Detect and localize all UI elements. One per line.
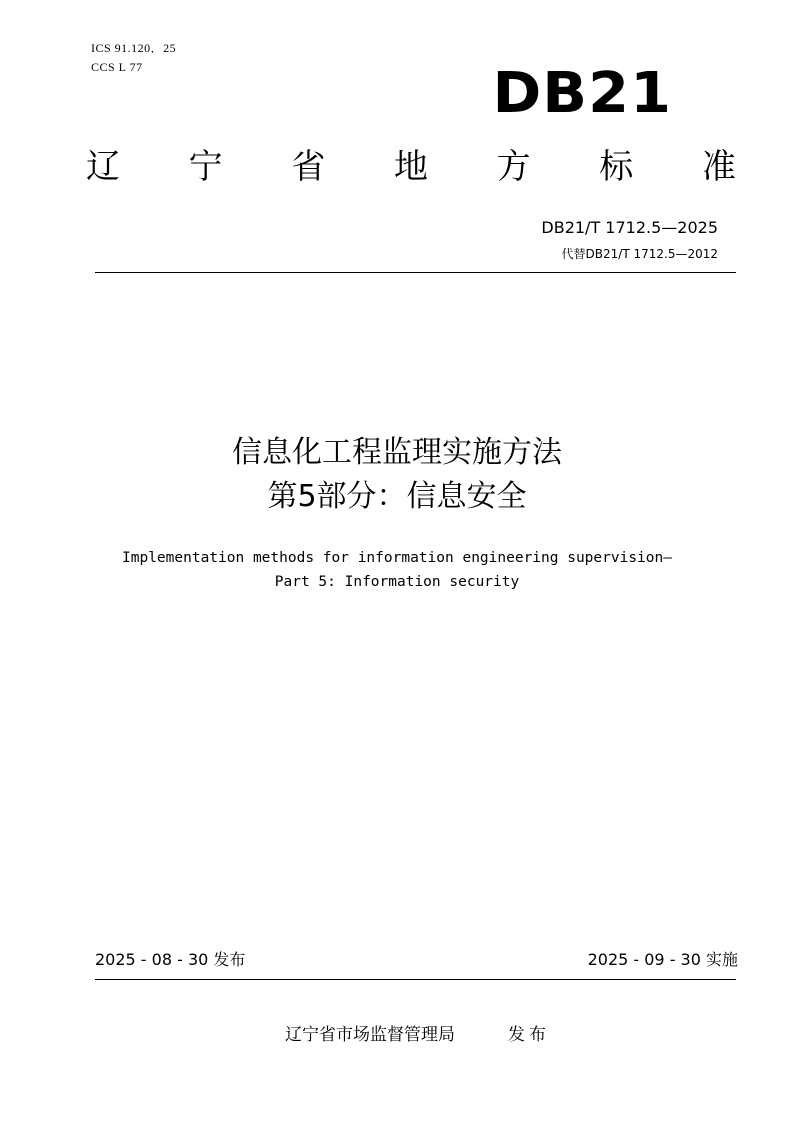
standard-type-char: 方: [496, 147, 531, 187]
standard-type-char: 地: [393, 147, 428, 187]
header-divider: [95, 272, 736, 273]
title-en-line1: Implementation methods for information engineering supervision—: [122, 550, 672, 566]
standard-type: [86, 147, 736, 187]
footer-divider: [95, 979, 736, 980]
title-en-line2: Part 5: Information security: [274, 574, 520, 590]
standard-type-char: 准: [701, 147, 736, 187]
standard-type-char: 宁: [188, 147, 223, 187]
issue-date: 2025 - 08 - 30 发布: [95, 950, 246, 969]
ics-code: ICS 91.120．25: [91, 41, 177, 55]
title-cn-line2: 第5部分：信息安全: [267, 479, 527, 514]
standard-number: DB21/T 1712.5—2025: [541, 218, 718, 237]
standard-code-logo: DB21: [492, 61, 672, 126]
implementation-date: 2025 - 09 - 30 实施: [587, 950, 738, 969]
replaces-standard: 代替DB21/T 1712.5—2012: [561, 247, 718, 261]
ccs-code: CCS L 77: [91, 60, 143, 74]
title-cn-line1: 信息化工程监理实施方法: [232, 435, 562, 470]
standard-type-char: 省: [291, 147, 326, 187]
issuing-authority: 辽宁省市场监督管理局: [285, 1025, 455, 1045]
issuer-action: 发布: [508, 1025, 550, 1045]
standard-type-char: 辽: [86, 147, 120, 187]
standard-type-char: 标: [599, 147, 634, 187]
